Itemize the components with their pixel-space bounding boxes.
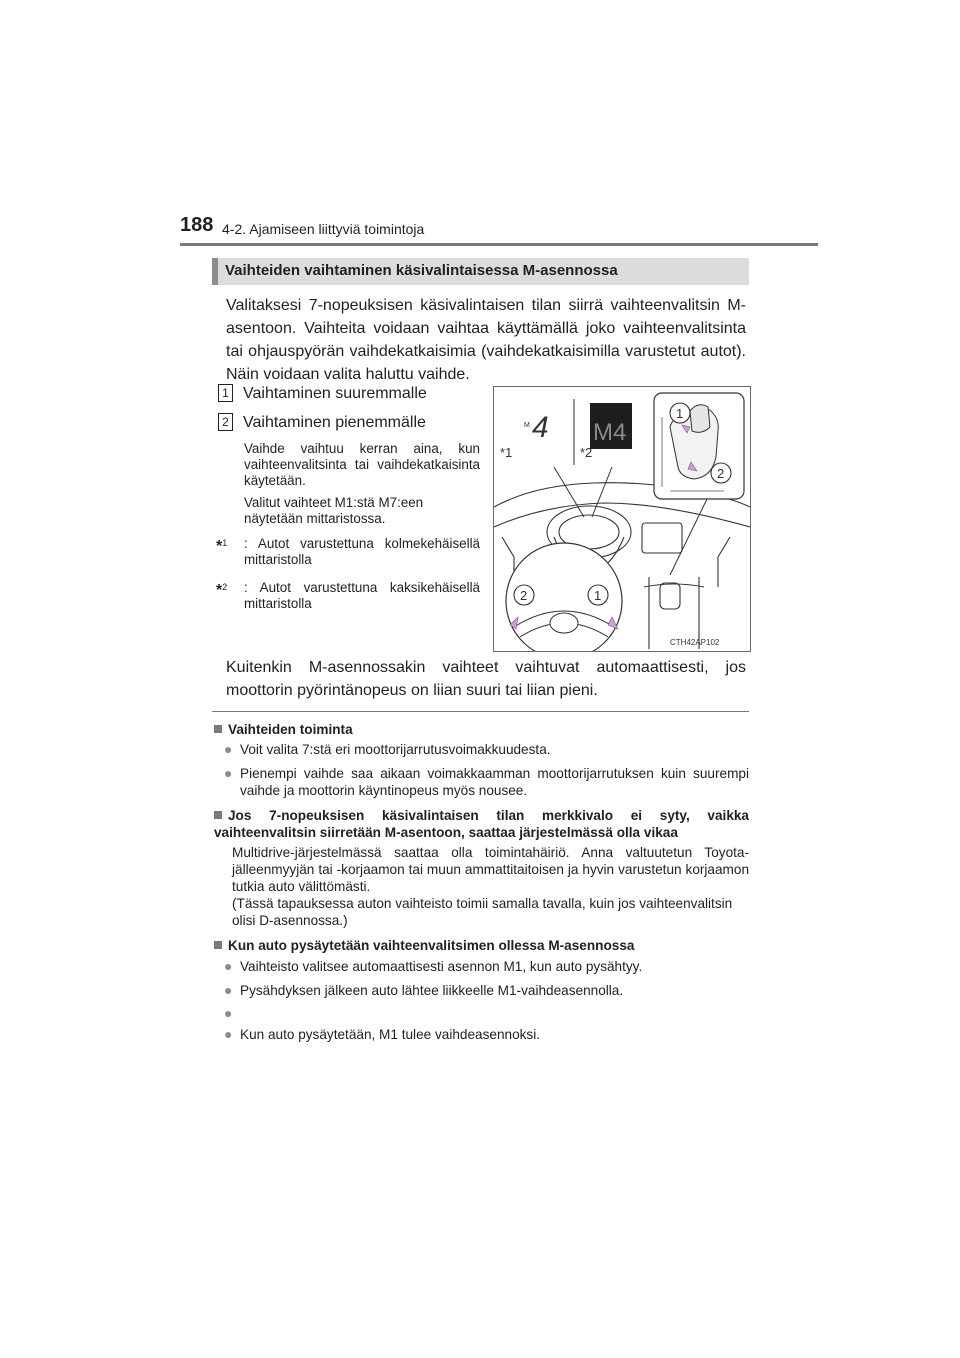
item-text: Vaihtaminen pienemmälle	[243, 414, 426, 431]
section-title: Vaihteiden vaihtaminen käsivalintaisessa M-asennossa	[225, 262, 618, 279]
numbered-item-1	[218, 384, 427, 403]
shifter-inset	[654, 393, 744, 499]
section-breadcrumb: 4-2. Ajamiseen liittyviä toimintoja	[222, 221, 425, 237]
square-bullet-icon	[214, 811, 222, 819]
two-ring-meter-display	[580, 403, 632, 460]
paddle-callout-1-label: 1	[594, 588, 602, 603]
footnote-star: *	[216, 538, 223, 555]
display-gear-digit: 4	[532, 411, 549, 444]
gear-shift-illustration	[493, 386, 751, 652]
display-m4: M4	[593, 419, 627, 446]
footnote-sup: 1	[222, 538, 228, 548]
subheading-text: Vaihteiden toiminta	[228, 722, 353, 737]
subheading-text: Jos 7-nopeuksisen käsivalintaisen tilan merkkivalo ei syty, vaikka vaihteenvalitsin siirretään M-asentoon, saattaa järjestelmässä olla vikaa	[214, 808, 749, 840]
bullet-text: Vaihteisto valitsee automaattisesti asennon M1, kun auto pysähtyy.	[240, 959, 643, 974]
bullet-text: Pienempi vaihde saa aikaan voimakkaamman moottorijarrutuksen kuin suurempi vaihde ja moottorin käyntinopeus myös nousee.	[240, 766, 749, 798]
subheading-stopping	[214, 937, 749, 954]
note-2: Valitut vaihteet M1:stä M7:een näytetään mittaristossa.	[244, 495, 424, 526]
star-2-label: *2	[580, 445, 593, 460]
star-1-label: *1	[500, 445, 513, 460]
fault-paragraph: Multidrive-järjestelmässä saattaa olla toimintahäiriö. Anna valtuutetun Toyota-jälleenmyyjän tai -korjaamon tai muun ammattitaitoisen ja hyvin varustetun korjaamon tutkia auto välittömästi.	[232, 845, 749, 894]
circle-bullet-icon: ●	[224, 1005, 233, 1021]
callout-2-label: 2	[717, 466, 725, 481]
circle-bullet-icon: ●	[224, 765, 233, 781]
subheading-gear-operation	[214, 721, 749, 738]
number-box: 2	[218, 413, 233, 431]
section-title-bar	[212, 258, 749, 285]
paddle-callout-2-label: 2	[520, 588, 528, 603]
circle-bullet-icon: ●	[224, 741, 233, 757]
section-divider	[212, 711, 749, 712]
three-ring-meter-display	[500, 399, 574, 465]
header-divider	[180, 243, 818, 246]
bullet-text: Pysähdyksen jälkeen auto lähtee liikkeelle M1-vaihdeasennolla.	[240, 983, 624, 998]
numbered-item-2	[218, 413, 426, 432]
intro-paragraph: Valitaksesi 7-nopeuksisen käsivalintaisen tilan siirrä vaihteenvalitsin M-asentoon. Vaihteita voidaan vaihtaa käyttämällä joko vaihteenvalitsinta tai ohjauspyörän vaihdekatkaisimia (vaihdekatkaisimilla varustetut autot). Näin voidaan valita haluttu vaihde.	[226, 297, 746, 383]
item-text: Vaihtaminen suuremmalle	[243, 385, 427, 402]
footnote-1	[216, 535, 480, 575]
circle-bullet-icon: ●	[224, 958, 233, 974]
footnote-text: : Autot varustettuna kolmekehäisellä mittaristolla	[244, 536, 480, 567]
footnote-text: : Autot varustettuna kaksikehäisellä mittaristolla	[244, 580, 480, 611]
circle-bullet-icon: ●	[224, 982, 233, 998]
bullet-text: Kun auto pysäytetään, M1 tulee vaihdeasennoksi.	[240, 1027, 541, 1042]
fault-note-paragraph: (Tässä tapauksessa auton vaihteisto toimii samalla tavalla, kuin jos vaihteenvalitsin olisi D-asennossa.)	[232, 896, 733, 928]
subheading-text: Kun auto pysäytetään vaihteenvalitsimen ollessa M-asennossa	[228, 938, 635, 953]
square-bullet-icon	[214, 725, 222, 733]
bullet-text: Voit valita 7:stä eri moottorijarrutusvoimakkuudesta.	[240, 742, 551, 757]
title-accent	[212, 258, 218, 285]
footnote-sup: 2	[222, 582, 228, 592]
page-number: 188	[180, 214, 214, 236]
square-bullet-icon	[214, 941, 222, 949]
note-1: Vaihde vaihtuu kerran aina, kun vaihteenvalitsinta tai vaihdekatkaisinta käytetään.	[244, 441, 480, 488]
steering-wheel-inset	[506, 543, 622, 651]
circle-bullet-icon: ●	[224, 1026, 233, 1042]
figure-code: CTH42AP102	[670, 638, 720, 647]
outro-paragraph: Kuitenkin M-asennossakin vaihteet vaihtuvat automaattisesti, jos moottorin pyörintänopeus on liian suuri tai liian pieni.	[226, 659, 746, 699]
display-m-label: M	[524, 422, 530, 429]
callout-1-label: 1	[676, 406, 684, 421]
subheading-indicator-fault	[214, 807, 749, 841]
footnote-2	[216, 579, 480, 619]
number-box: 1	[218, 384, 233, 402]
footnote-star: *	[216, 582, 223, 599]
